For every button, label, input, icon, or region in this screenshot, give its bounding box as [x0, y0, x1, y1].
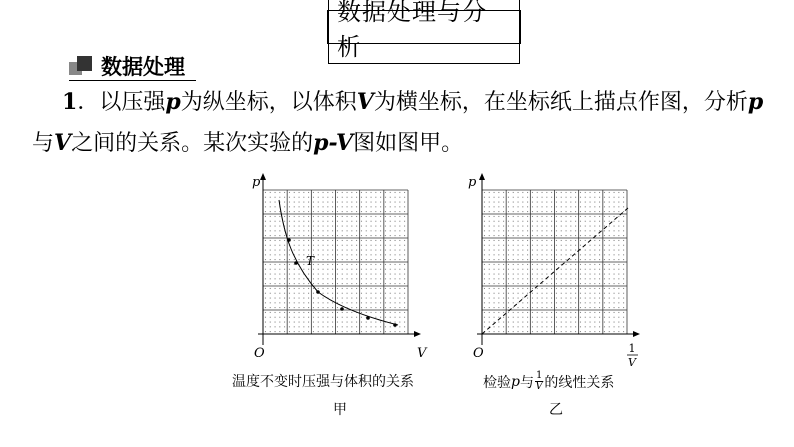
symbol-v: V	[356, 89, 374, 115]
curve-label-t: T	[306, 254, 315, 268]
data-point	[287, 238, 291, 242]
caption-left: 温度不变时压强与体积的关系	[232, 374, 414, 390]
data-point	[294, 261, 298, 265]
y-axis-label-right: p	[468, 175, 477, 190]
caption-right: 检验 p 与 1 V 的线性关系	[483, 370, 615, 392]
data-point	[366, 316, 370, 320]
paragraph-number: 1	[62, 89, 78, 115]
origin-right: O	[473, 346, 484, 361]
data-point	[393, 323, 397, 327]
symbol-p: p	[165, 89, 181, 115]
figure-right	[468, 175, 638, 369]
symbol-pv: p-V	[313, 130, 354, 156]
symbol-v: V	[54, 130, 72, 156]
figure-left	[252, 175, 428, 361]
origin-left: O	[254, 346, 265, 361]
data-point	[340, 307, 344, 311]
section-label: 数据处理	[101, 55, 185, 79]
sublabel-left: 甲	[333, 402, 347, 418]
x-axis-label-right-numerator: 1	[628, 342, 636, 355]
x-axis-label-left: V	[417, 346, 427, 361]
data-point	[316, 290, 320, 294]
paragraph-1: 1．以压强p为纵坐标，以体积V为横坐标，在坐标纸上描点作图，分析p与V之间的关系。某次实验的p-V图如图甲。	[32, 89, 764, 156]
y-axis-label-left: p	[252, 175, 261, 190]
caption-fraction: 1 V	[535, 370, 543, 392]
sublabel-right: 乙	[549, 402, 563, 418]
x-axis-label-right-denominator: V	[628, 356, 636, 369]
page-title: 数据处理与分析	[328, 0, 520, 64]
symbol-p: p	[747, 89, 764, 115]
